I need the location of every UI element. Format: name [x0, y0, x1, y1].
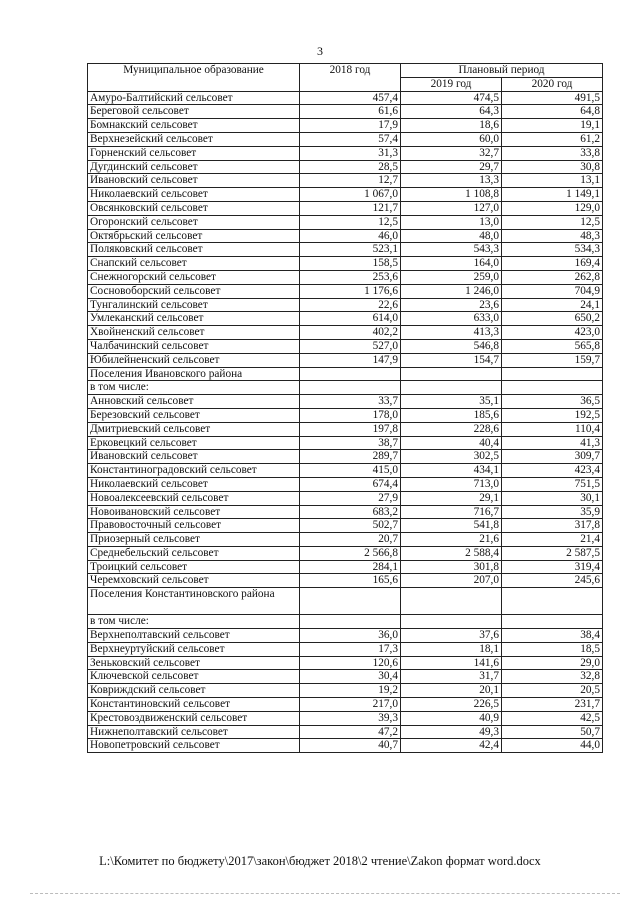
value-2020-cell: 19,1 — [502, 119, 603, 133]
value-2019-cell: 2 588,4 — [401, 546, 502, 560]
value-2019-cell: 1 108,8 — [401, 188, 502, 202]
value-2020-cell: 262,8 — [502, 270, 603, 284]
value-2019-cell: 474,5 — [401, 91, 502, 105]
municipality-cell: в том числе: — [88, 615, 300, 629]
value-2020-cell: 423,4 — [502, 464, 603, 478]
value-2020-cell: 1 149,1 — [502, 188, 603, 202]
municipality-cell: Амуро-Балтийский сельсовет — [88, 91, 300, 105]
value-2020-cell: 30,1 — [502, 491, 603, 505]
value-2019-cell — [401, 615, 502, 629]
value-2020-cell: 319,4 — [502, 560, 603, 574]
value-2018-cell: 39,3 — [300, 711, 401, 725]
value-2018-cell: 197,8 — [300, 422, 401, 436]
table-row — [88, 132, 603, 146]
municipality-cell: Анновский сельсовет — [88, 395, 300, 409]
value-2020-cell — [502, 367, 603, 381]
value-2018-cell — [300, 367, 401, 381]
value-2019-cell: 13,3 — [401, 174, 502, 188]
value-2018-cell: 683,2 — [300, 505, 401, 519]
municipality-cell: Ивановский сельсовет — [88, 174, 300, 188]
municipality-cell: Овсянковский сельсовет — [88, 201, 300, 215]
table-row — [88, 629, 603, 643]
table-row — [88, 533, 603, 547]
value-2018-cell: 22,6 — [300, 298, 401, 312]
value-2019-cell: 60,0 — [401, 132, 502, 146]
municipality-cell: Верхнезейский сельсовет — [88, 132, 300, 146]
value-2020-cell: 61,2 — [502, 132, 603, 146]
value-2018-cell: 61,6 — [300, 105, 401, 119]
table-row — [88, 188, 603, 202]
value-2018-cell: 674,4 — [300, 477, 401, 491]
table-row — [88, 560, 603, 574]
table-row — [88, 711, 603, 725]
table-row — [88, 656, 603, 670]
table-row — [88, 519, 603, 533]
table-row — [88, 739, 603, 753]
section-row — [88, 367, 603, 381]
value-2018-cell: 33,7 — [300, 395, 401, 409]
municipality-cell: Дмитриевский сельсовет — [88, 422, 300, 436]
municipality-cell: Верхнеуртуйский сельсовет — [88, 642, 300, 656]
header-2018: 2018 год — [300, 64, 401, 92]
value-2019-cell: 164,0 — [401, 257, 502, 271]
table-row — [88, 408, 603, 422]
municipality-cell: Николаевский сельсовет — [88, 477, 300, 491]
value-2019-cell: 226,5 — [401, 698, 502, 712]
value-2019-cell: 633,0 — [401, 312, 502, 326]
value-2020-cell: 129,0 — [502, 201, 603, 215]
value-2019-cell: 434,1 — [401, 464, 502, 478]
value-2018-cell: 1 067,0 — [300, 188, 401, 202]
municipality-cell: Октябрьский сельсовет — [88, 229, 300, 243]
value-2020-cell: 18,5 — [502, 642, 603, 656]
value-2018-cell: 12,7 — [300, 174, 401, 188]
value-2018-cell: 217,0 — [300, 698, 401, 712]
table-row — [88, 298, 603, 312]
value-2018-cell — [300, 588, 401, 615]
table-row — [88, 574, 603, 588]
value-2019-cell: 541,8 — [401, 519, 502, 533]
table-row — [88, 119, 603, 133]
value-2018-cell: 30,4 — [300, 670, 401, 684]
municipality-cell: Тунгалинский сельсовет — [88, 298, 300, 312]
municipality-cell: Чалбачинский сельсовет — [88, 339, 300, 353]
value-2019-cell: 64,3 — [401, 105, 502, 119]
table-row — [88, 201, 603, 215]
municipality-cell: Береговой сельсовет — [88, 105, 300, 119]
value-2020-cell: 64,8 — [502, 105, 603, 119]
table-body — [88, 91, 603, 753]
value-2018-cell: 57,4 — [300, 132, 401, 146]
value-2018-cell: 284,1 — [300, 560, 401, 574]
value-2018-cell: 121,7 — [300, 201, 401, 215]
value-2020-cell: 309,7 — [502, 450, 603, 464]
table-row — [88, 436, 603, 450]
value-2018-cell: 614,0 — [300, 312, 401, 326]
municipality-cell: Юбилейненский сельсовет — [88, 353, 300, 367]
table-row — [88, 505, 603, 519]
section-row — [88, 588, 603, 615]
table-row — [88, 284, 603, 298]
table-row — [88, 215, 603, 229]
value-2020-cell: 231,7 — [502, 698, 603, 712]
value-2018-cell: 12,5 — [300, 215, 401, 229]
value-2019-cell: 40,4 — [401, 436, 502, 450]
value-2020-cell: 12,5 — [502, 215, 603, 229]
table-row — [88, 174, 603, 188]
value-2020-cell: 50,7 — [502, 725, 603, 739]
value-2018-cell: 523,1 — [300, 243, 401, 257]
municipality-cell: в том числе: — [88, 381, 300, 395]
value-2020-cell: 36,5 — [502, 395, 603, 409]
value-2020-cell: 42,5 — [502, 711, 603, 725]
table-row — [88, 353, 603, 367]
value-2019-cell: 20,1 — [401, 684, 502, 698]
value-2020-cell: 317,8 — [502, 519, 603, 533]
page-number: 3 — [317, 44, 323, 58]
value-2020-cell: 38,4 — [502, 629, 603, 643]
value-2019-cell: 207,0 — [401, 574, 502, 588]
value-2018-cell: 527,0 — [300, 339, 401, 353]
value-2020-cell: 2 587,5 — [502, 546, 603, 560]
value-2019-cell: 32,7 — [401, 146, 502, 160]
municipality-cell: Бомнакский сельсовет — [88, 119, 300, 133]
municipality-cell: Зеньковский сельсовет — [88, 656, 300, 670]
value-2019-cell: 259,0 — [401, 270, 502, 284]
value-2018-cell: 178,0 — [300, 408, 401, 422]
table-row — [88, 422, 603, 436]
table-row — [88, 615, 603, 629]
value-2020-cell: 565,8 — [502, 339, 603, 353]
value-2020-cell: 20,5 — [502, 684, 603, 698]
table-row — [88, 477, 603, 491]
value-2020-cell: 32,8 — [502, 670, 603, 684]
table-row — [88, 146, 603, 160]
table-row — [88, 642, 603, 656]
table-row — [88, 698, 603, 712]
municipality-cell: Константиноградовский сельсовет — [88, 464, 300, 478]
municipality-cell: Правовосточный сельсовет — [88, 519, 300, 533]
value-2018-cell: 165,6 — [300, 574, 401, 588]
value-2020-cell: 44,0 — [502, 739, 603, 753]
value-2018-cell: 158,5 — [300, 257, 401, 271]
table-row — [88, 229, 603, 243]
value-2020-cell: 41,3 — [502, 436, 603, 450]
value-2018-cell: 502,7 — [300, 519, 401, 533]
value-2019-cell: 29,1 — [401, 491, 502, 505]
value-2020-cell: 245,6 — [502, 574, 603, 588]
municipality-cell: Новоалексеевский сельсовет — [88, 491, 300, 505]
table-row — [88, 491, 603, 505]
value-2019-cell: 141,6 — [401, 656, 502, 670]
value-2018-cell: 457,4 — [300, 91, 401, 105]
value-2020-cell: 33,8 — [502, 146, 603, 160]
table-row — [88, 91, 603, 105]
value-2020-cell: 704,9 — [502, 284, 603, 298]
value-2019-cell: 18,1 — [401, 642, 502, 656]
municipality-cell: Черемховский сельсовет — [88, 574, 300, 588]
municipality-cell: Константиновский сельсовет — [88, 698, 300, 712]
table-row — [88, 339, 603, 353]
value-2020-cell: 29,0 — [502, 656, 603, 670]
municipality-cell: Снежногорский сельсовет — [88, 270, 300, 284]
value-2019-cell: 23,6 — [401, 298, 502, 312]
value-2019-cell: 301,8 — [401, 560, 502, 574]
municipality-cell: Ерковецкий сельсовет — [88, 436, 300, 450]
value-2019-cell: 48,0 — [401, 229, 502, 243]
table-header-row — [88, 64, 603, 78]
value-2019-cell: 40,9 — [401, 711, 502, 725]
header-2020: 2020 год — [502, 77, 603, 91]
value-2019-cell — [401, 588, 502, 615]
value-2019-cell: 413,3 — [401, 326, 502, 340]
municipality-cell: Николаевский сельсовет — [88, 188, 300, 202]
value-2018-cell: 40,7 — [300, 739, 401, 753]
municipality-cell: Ковриждский сельсовет — [88, 684, 300, 698]
value-2018-cell: 19,2 — [300, 684, 401, 698]
value-2020-cell: 13,1 — [502, 174, 603, 188]
value-2019-cell: 18,6 — [401, 119, 502, 133]
value-2020-cell: 21,4 — [502, 533, 603, 547]
table-row — [88, 450, 603, 464]
value-2018-cell — [300, 615, 401, 629]
table-row — [88, 670, 603, 684]
value-2018-cell: 46,0 — [300, 229, 401, 243]
municipality-cell: Верхнеполтавский сельсовет — [88, 629, 300, 643]
table-row — [88, 395, 603, 409]
value-2019-cell: 1 246,0 — [401, 284, 502, 298]
value-2019-cell: 37,6 — [401, 629, 502, 643]
municipality-cell: Среднебельский сельсовет — [88, 546, 300, 560]
table-row — [88, 243, 603, 257]
value-2019-cell: 716,7 — [401, 505, 502, 519]
value-2019-cell: 29,7 — [401, 160, 502, 174]
value-2018-cell: 28,5 — [300, 160, 401, 174]
value-2018-cell: 147,9 — [300, 353, 401, 367]
municipality-cell: Хвойненский сельсовет — [88, 326, 300, 340]
municipality-cell: Новопетровский сельсовет — [88, 739, 300, 753]
table-row — [88, 464, 603, 478]
value-2019-cell: 543,3 — [401, 243, 502, 257]
value-2019-cell — [401, 367, 502, 381]
municipality-cell: Троицкий сельсовет — [88, 560, 300, 574]
table-row — [88, 257, 603, 271]
value-2018-cell: 253,6 — [300, 270, 401, 284]
value-2018-cell: 17,3 — [300, 642, 401, 656]
table-row — [88, 546, 603, 560]
value-2020-cell: 650,2 — [502, 312, 603, 326]
municipality-cell: Огоронский сельсовет — [88, 215, 300, 229]
value-2018-cell: 20,7 — [300, 533, 401, 547]
value-2019-cell: 228,6 — [401, 422, 502, 436]
value-2018-cell: 47,2 — [300, 725, 401, 739]
footer-file-path: L:\Комитет по бюджету\2017\закон\бюджет 2018\2 чтение\Zakon формат word.docx — [99, 854, 541, 868]
value-2019-cell: 302,5 — [401, 450, 502, 464]
table-row — [88, 326, 603, 340]
value-2019-cell: 21,6 — [401, 533, 502, 547]
value-2019-cell: 185,6 — [401, 408, 502, 422]
table-row — [88, 312, 603, 326]
table-row — [88, 160, 603, 174]
value-2020-cell: 159,7 — [502, 353, 603, 367]
value-2020-cell: 110,4 — [502, 422, 603, 436]
value-2018-cell: 31,3 — [300, 146, 401, 160]
table-row — [88, 381, 603, 395]
municipality-cell: Ивановский сельсовет — [88, 450, 300, 464]
municipality-cell: Приозерный сельсовет — [88, 533, 300, 547]
value-2018-cell: 36,0 — [300, 629, 401, 643]
value-2020-cell — [502, 381, 603, 395]
value-2019-cell: 13,0 — [401, 215, 502, 229]
municipality-cell: Березовский сельсовет — [88, 408, 300, 422]
table-row — [88, 684, 603, 698]
table-row — [88, 270, 603, 284]
value-2018-cell: 38,7 — [300, 436, 401, 450]
value-2020-cell: 192,5 — [502, 408, 603, 422]
value-2020-cell: 169,4 — [502, 257, 603, 271]
value-2020-cell — [502, 615, 603, 629]
value-2020-cell: 30,8 — [502, 160, 603, 174]
municipality-cell: Ключевской сельсовет — [88, 670, 300, 684]
municipality-cell: Сосновоборский сельсовет — [88, 284, 300, 298]
value-2018-cell: 289,7 — [300, 450, 401, 464]
budget-table — [87, 63, 603, 753]
value-2019-cell — [401, 381, 502, 395]
value-2018-cell: 1 176,6 — [300, 284, 401, 298]
municipality-cell: Поляковский сельсовет — [88, 243, 300, 257]
page-edge-divider — [30, 893, 620, 894]
value-2020-cell: 751,5 — [502, 477, 603, 491]
value-2019-cell: 35,1 — [401, 395, 502, 409]
value-2018-cell — [300, 381, 401, 395]
municipality-cell: Крестовоздвиженский сельсовет — [88, 711, 300, 725]
value-2019-cell: 127,0 — [401, 201, 502, 215]
value-2020-cell: 48,3 — [502, 229, 603, 243]
municipality-cell: Умлеканский сельсовет — [88, 312, 300, 326]
table-row — [88, 105, 603, 119]
value-2018-cell: 27,9 — [300, 491, 401, 505]
value-2020-cell — [502, 588, 603, 615]
value-2019-cell: 49,3 — [401, 725, 502, 739]
value-2020-cell: 24,1 — [502, 298, 603, 312]
municipality-cell: Поселения Ивановского района — [88, 367, 300, 381]
header-2019: 2019 год — [401, 77, 502, 91]
value-2020-cell: 491,5 — [502, 91, 603, 105]
value-2020-cell: 423,0 — [502, 326, 603, 340]
municipality-cell: Снапский сельсовет — [88, 257, 300, 271]
table-row — [88, 725, 603, 739]
value-2019-cell: 42,4 — [401, 739, 502, 753]
value-2019-cell: 546,8 — [401, 339, 502, 353]
municipality-cell: Горненский сельсовет — [88, 146, 300, 160]
value-2020-cell: 534,3 — [502, 243, 603, 257]
municipality-cell: Нижнеполтавский сельсовет — [88, 725, 300, 739]
municipality-cell: Поселения Константиновского района — [88, 588, 300, 615]
value-2019-cell: 713,0 — [401, 477, 502, 491]
value-2018-cell: 2 566,8 — [300, 546, 401, 560]
value-2018-cell: 17,9 — [300, 119, 401, 133]
value-2020-cell: 35,9 — [502, 505, 603, 519]
municipality-cell: Новоивановский сельсовет — [88, 505, 300, 519]
header-planned-period: Плановый период — [401, 64, 603, 78]
value-2019-cell: 154,7 — [401, 353, 502, 367]
header-municipality: Муниципальное образование — [88, 64, 300, 92]
value-2018-cell: 415,0 — [300, 464, 401, 478]
value-2018-cell: 402,2 — [300, 326, 401, 340]
value-2019-cell: 31,7 — [401, 670, 502, 684]
value-2018-cell: 120,6 — [300, 656, 401, 670]
municipality-cell: Дугдинский сельсовет — [88, 160, 300, 174]
